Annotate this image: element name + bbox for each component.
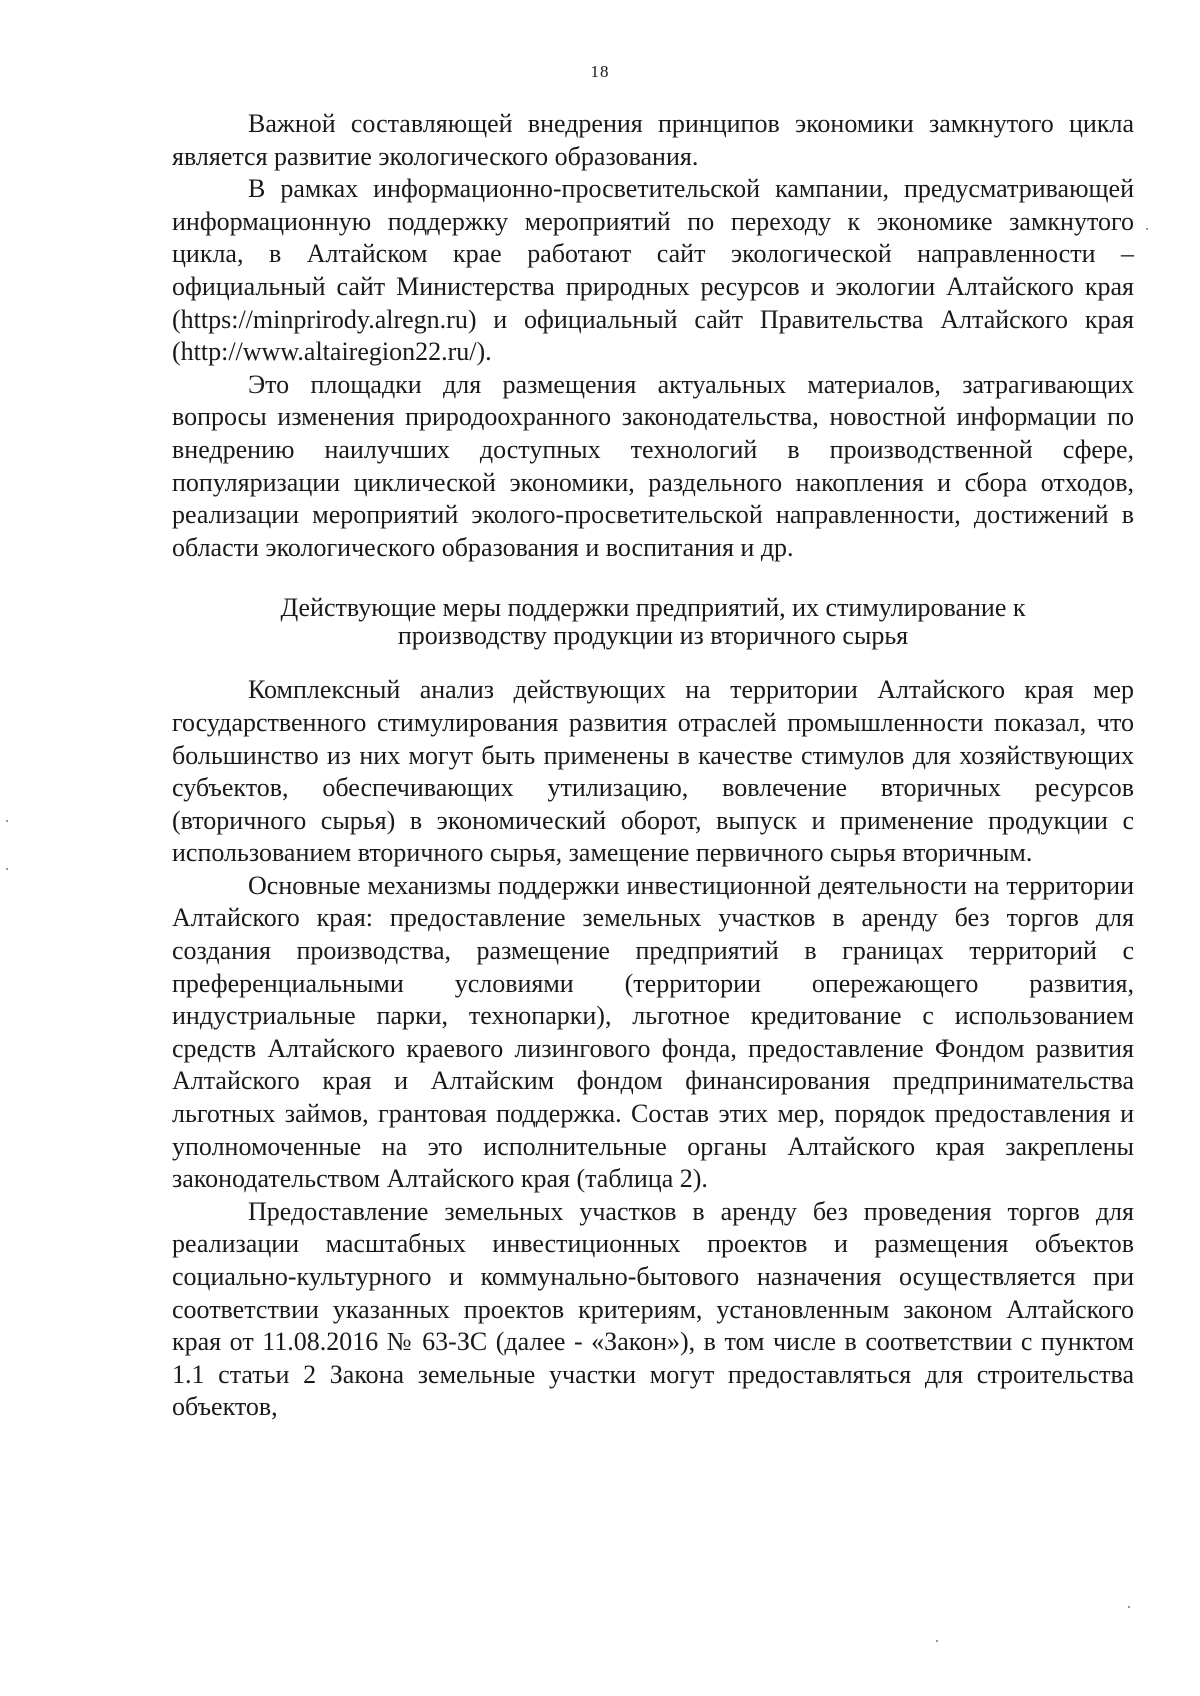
section-heading-line: производству продукции из вторичного сырья <box>397 621 909 651</box>
scan-speck <box>1128 1606 1130 1608</box>
scan-speck <box>6 868 8 870</box>
paragraph: Предоставление земельных участков в аренду без проведения торгов для реализации масштабных инвестиционных проектов и размещения объектов социально-культурного и коммунально-бытового назначения осуществляется при соответствии указанных проектов критериям, установленным законом Алтайского края от 11.08.2016 № 63-ЗС (далее - «Закон»), в том числе в соответствии с пунктом 1.1 статьи 2 Закона земельные участки могут предоставляться для строительства объектов, <box>172 1196 1134 1422</box>
document-body <box>172 108 1134 1424</box>
scan-speck <box>1146 228 1148 230</box>
section-heading <box>172 594 1134 650</box>
paragraph: Комплексный анализ действующих на территории Алтайского края мер государственного стимулирования развития отраслей промышленности показал, что большинство из них могут быть применены в качестве стимулов для хозяйствующих субъектов, обеспечивающих утилизацию, вовлечение вторичных ресурсов (вторичного сырья) в экономический оборот, выпуск и применение продукции с использованием вторичного сырья, замещение первичного сырья вторичным. <box>172 675 1134 868</box>
scan-speck <box>936 1640 938 1642</box>
section-heading-line: Действующие меры поддержки предприятий, их стимулирование к <box>280 593 1026 623</box>
paragraph: Важной составляющей внедрения принципов экономики замкнутого цикла является развитие экологического образования. <box>172 109 1134 171</box>
page-number: 18 <box>590 62 610 81</box>
scan-speck <box>6 820 8 822</box>
paragraph: В рамках информационно-просветительской кампании, предусматривающей информационную поддержку мероприятий по переходу к экономике замкнутого цикла, в Алтайском крае работают сайт экологической направленности – официальный сайт Министерства природных ресурсов и экологии Алтайского края (https://minprirody.alregn.ru) и официальный сайт Правительства Алтайского края (http://www.altairegion22.ru/). <box>172 174 1134 367</box>
paragraph: Основные механизмы поддержки инвестиционной деятельности на территории Алтайского края: предоставление земельных участков в аренду без торгов для создания производства, размещение предприятий в границах территорий с преференциальными условиями (территории опережающего развития, индустриальные парки, технопарки), льготное кредитование с использованием средств Алтайского краевого лизингового фонда, предоставление Фондом развития Алтайского края и Алтайским фондом финансирования предпринимательства льготных займов, грантовая поддержка. Состав этих мер, порядок предоставления и уполномоченные на это исполнительные органы Алтайского края закреплены законодательством Алтайского края (таблица 2). <box>172 870 1134 1194</box>
paragraph: Это площадки для размещения актуальных материалов, затрагивающих вопросы изменения природоохранного законодательства, новостной информации по внедрению наилучших доступных технологий в производственной сфере, популяризации циклической экономики, раздельного накопления и сбора отходов, реализации мероприятий эколого-просветительской направленности, достижений в области экологического образования и воспитания и др. <box>172 369 1134 562</box>
